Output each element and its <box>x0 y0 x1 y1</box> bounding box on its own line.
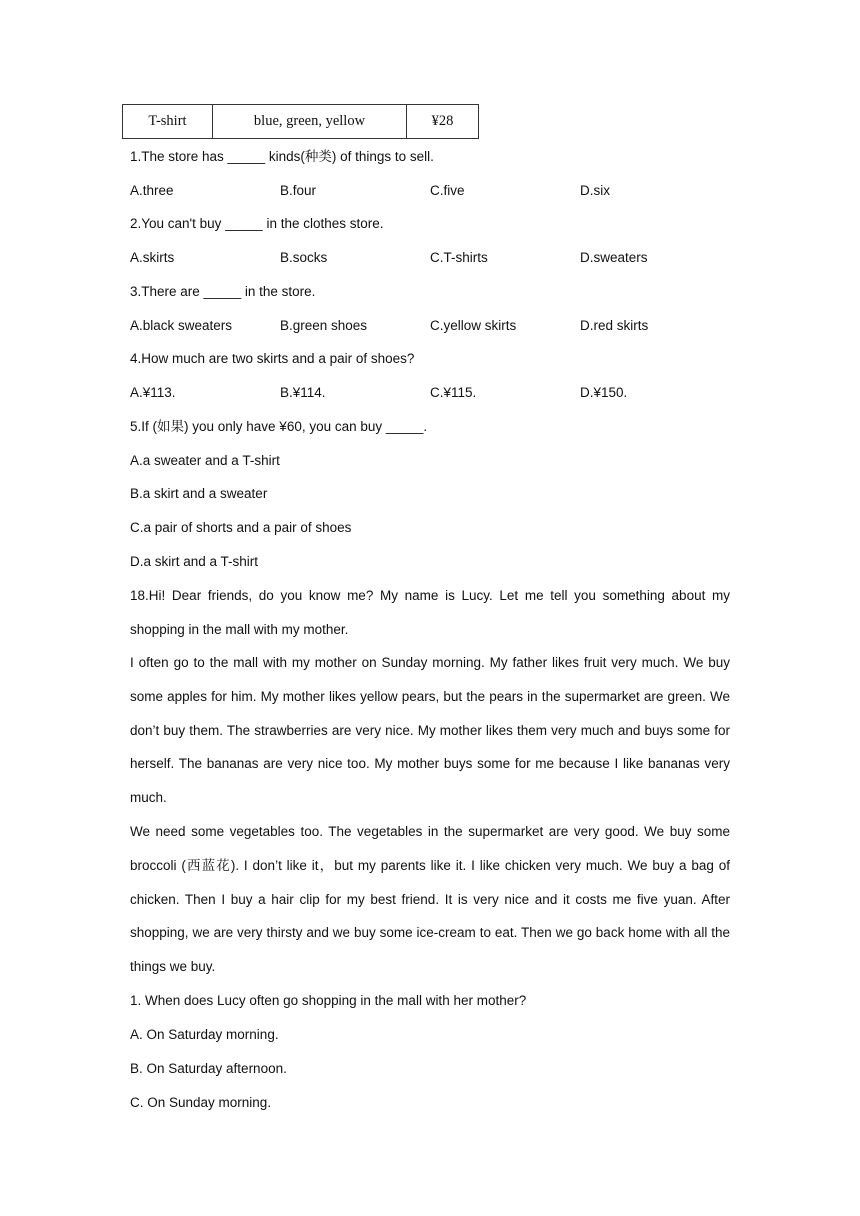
price-table <box>122 104 479 139</box>
option-d: D.red skirts <box>580 318 649 333</box>
option-c: C.yellow skirts <box>430 318 517 333</box>
table-cell-item: T-shirt <box>123 105 213 139</box>
option-b: B.¥114. <box>280 385 326 400</box>
question-stem: 1. When does Lucy often go shopping in the mall with her mother? <box>130 993 527 1008</box>
option-a: A.three <box>130 183 174 198</box>
passage-paragraph: 18.Hi! Dear friends, do you know me? My name is Lucy. Let me tell you something about my shopping in the mall with my mother. <box>130 588 730 637</box>
option-d: D.six <box>580 183 610 198</box>
option-a: A.¥113. <box>130 385 176 400</box>
option-b: B.a skirt and a sweater <box>130 486 268 501</box>
question-stem: 4.How much are two skirts and a pair of shoes? <box>130 351 415 366</box>
option-a: A.black sweaters <box>130 318 233 333</box>
option-b: B. On Saturday afternoon. <box>130 1061 287 1076</box>
passage-paragraph: We need some vegetables too. The vegetables in the supermarket are very good. We buy some broccoli (西蓝花). I don’t like it，but my parents like it. I like chicken very much. We buy a bag of chicken. Then I buy a hair clip for my best friend. It is very nice and it costs me five yuan. After shopping, we are very thirsty and we buy some ice-cream to eat. Then we go back home with all the things we buy. <box>130 824 730 975</box>
table-cell-price: ¥28 <box>407 105 479 139</box>
question-stem: 1.The store has _____ kinds(种类) of things to sell. <box>130 149 434 164</box>
question-stem: 5.If (如果) you only have ¥60, you can buy _____. <box>130 419 428 434</box>
option-a: A.skirts <box>130 250 175 265</box>
table-cell-colors: blue, green, yellow <box>213 105 407 139</box>
option-c: C.five <box>430 183 465 198</box>
option-b: B.green shoes <box>280 318 368 333</box>
option-b: B.four <box>280 183 317 198</box>
passage-paragraph: I often go to the mall with my mother on Sunday morning. My father likes fruit very much. We buy some apples for him. My mother likes yellow pears, but the pears in the supermarket are green. We don’t buy them. The strawberries are very nice. My mother likes them very much and buys some for herself. The bananas are very nice too. My mother buys some for me because I like bananas very much. <box>130 655 730 806</box>
option-d: D.¥150. <box>580 385 628 400</box>
option-d: D.a skirt and a T-shirt <box>130 554 259 569</box>
option-c: C. On Sunday morning. <box>130 1095 272 1110</box>
option-a: A. On Saturday morning. <box>130 1027 279 1042</box>
option-c: C.a pair of shorts and a pair of shoes <box>130 520 352 535</box>
table-row <box>123 105 479 139</box>
question-stem: 2.You can't buy _____ in the clothes store. <box>130 216 384 231</box>
option-d: D.sweaters <box>580 250 648 265</box>
question-stem: 3.There are _____ in the store. <box>130 284 316 299</box>
option-a: A.a sweater and a T-shirt <box>130 453 280 468</box>
option-c: C.¥115. <box>430 385 477 400</box>
option-c: C.T-shirts <box>430 250 488 265</box>
option-b: B.socks <box>280 250 328 265</box>
